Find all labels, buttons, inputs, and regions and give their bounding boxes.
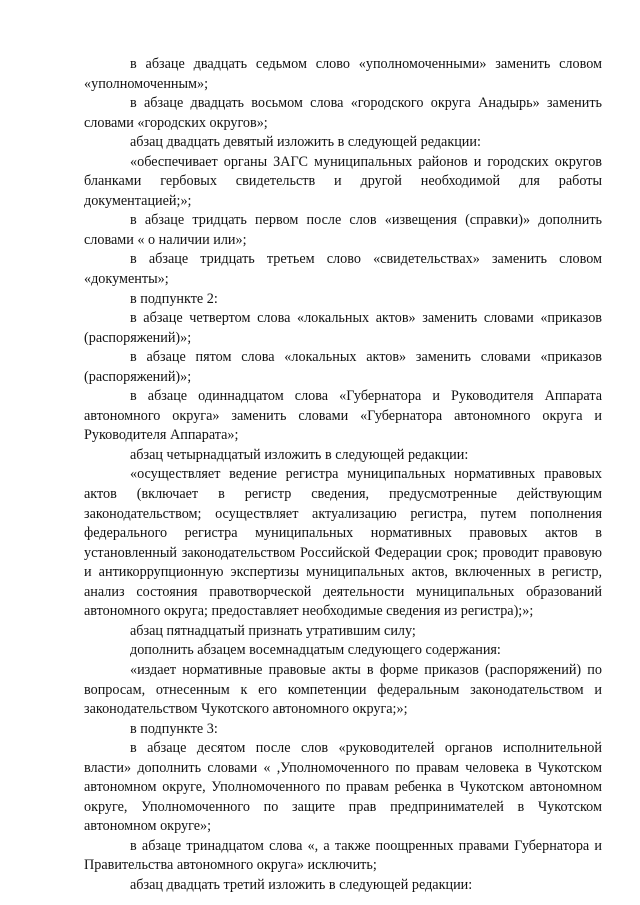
paragraph-16: в подпункте 3: bbox=[130, 720, 218, 737]
paragraph-19: абзац двадцать третий изложить в следующей редакции: bbox=[130, 876, 473, 893]
paragraph-13: абзац пятнадцатый признать утратившим силу; bbox=[130, 622, 416, 639]
paragraph-5: в абзаце тридцать первом после слов «извещения (справки)» дополнить словами « о наличии или»; bbox=[84, 212, 602, 248]
paragraph-9: в абзаце пятом слова «локальных актов» заменить словами «приказов (распоряжений)»; bbox=[84, 349, 602, 385]
paragraph-8: в абзаце четвертом слова «локальных актов» заменить словами «приказов (распоряжений)»; bbox=[84, 310, 602, 346]
paragraph-3: абзац двадцать девятый изложить в следующей редакции: bbox=[130, 134, 481, 151]
document-page bbox=[84, 55, 602, 896]
paragraph-6: в абзаце тридцать третьем слово «свидетельствах» заменить словом «документы»; bbox=[84, 251, 602, 288]
paragraph-15: «издает нормативные правовые акты в форме приказов (распоряжений) по вопросам, отнесенным к его компетенции федеральным законодательством и законодательством Чукотского автономного округа;»; bbox=[84, 661, 602, 718]
paragraph-2: в абзаце двадцать восьмом слова «городского округа Анадырь» заменить словами «городских округов»; bbox=[84, 95, 602, 131]
paragraph-4: «обеспечивает органы ЗАГС муниципальных районов и городских округов бланками гербовых свидетельств и другой необходимой для работы документацией;»; bbox=[84, 153, 602, 209]
paragraph-10: в абзаце одиннадцатом слова «Губернатора и Руководителя Аппарата автономного округа» заменить словами «Губернатора автономного округа и Руководителя Аппарата»; bbox=[84, 388, 602, 444]
paragraph-18: в абзаце тринадцатом слова «, а также поощренных правами Губернатора и Правительства автономного округа» исключить; bbox=[84, 837, 602, 874]
paragraph-1: в абзаце двадцать седьмом слово «уполномоченными» заменить словом «уполномоченным»; bbox=[84, 56, 602, 92]
paragraph-11: абзац четырнадцатый изложить в следующей редакции: bbox=[130, 446, 469, 463]
paragraph-12: «осуществляет ведение регистра муниципальных нормативных правовых актов (включает в регистр сведения, предусмотренные действующим законодательством; осуществляет актуализацию регистра, путем пополнения федерального регистра муниципальных нормативных правовых актов в установленный законодательством Российской Федерации срок; проводит правовую и антикоррупционную экспертизы муниципальных актов, включенных в регистр, анализ состояния правотворческой деятельности муниципальных образований автономного округа; предоставляет необходимые сведения из регистра);»; bbox=[84, 466, 602, 620]
paragraph-17: в абзаце десятом после слов «руководителей органов исполнительной власти» дополнить словами « ,Уполномоченного по правам человека в Чукотском автономном округе, Уполномоченного по правам ребенка в Чукотском автономном округе, Уполномоченного по защите прав предпринимателей в Чукотском автономном округе»; bbox=[84, 740, 602, 835]
paragraph-14: дополнить абзацем восемнадцатым следующего содержания: bbox=[130, 642, 501, 659]
paragraph-7: в подпункте 2: bbox=[130, 290, 218, 307]
